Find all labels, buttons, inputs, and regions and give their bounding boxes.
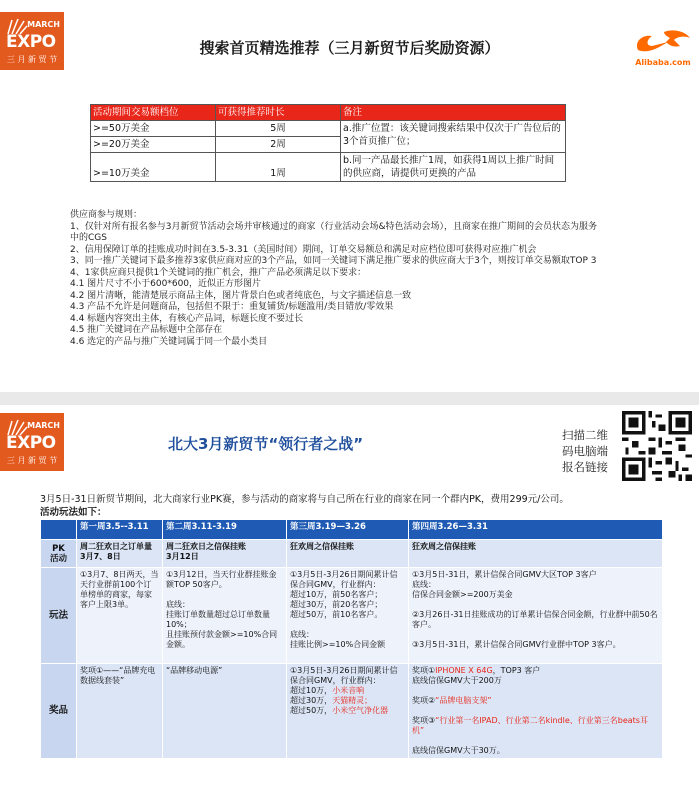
tier-cell: >=50万美金 (91, 121, 216, 137)
prize4-reward: “品牌电脑支架” (435, 696, 492, 705)
logo-expo-text: EXPO (6, 32, 56, 52)
prize3-intro: ①3月5日-3月26日期间累计信保合同GMV，行业群内： (290, 666, 398, 685)
rule-line: 3、同一推广关键词下最多推荐3家供应商对应的3个产品，如同一关键词下满足推广要求的供应商大于3个，则按订单交易额取TOP 3 (70, 256, 597, 266)
play-cell: ①3月5日-31日，累计信保合同GMV大区TOP 3客户 底线： 信保合同金额>=200万美金 ②3月26日-31日挂账成功的订单累计信保合同金额，行业群中前50名客户。 ③3月5日-31日，累计信保合同GMV行业群中TOP 3客户。 (409, 568, 663, 664)
supplier-rules (70, 210, 600, 348)
scan-line: 报名链接 (562, 460, 608, 474)
rule-line: 4.4 标题内容突出主体，有核心产品词，标题长度不要过长 (70, 313, 304, 324)
logo-subtitle: 三 月 新 贸 节 (6, 55, 58, 64)
pk-cell: 周二狂欢日之信保挂账 3月12日 (163, 540, 287, 568)
pk-cell: 狂欢周之信保挂账 (409, 540, 663, 568)
logo-subtitle: 三 月 新 贸 节 (6, 456, 58, 465)
header-notes: 备注 (341, 105, 566, 121)
header-week1: 第一周3.5--3.11 (77, 520, 163, 540)
qr-code-icon[interactable] (622, 411, 692, 481)
march-expo-logo (0, 413, 64, 471)
prize-cell: 奖项①——“品牌充电数据线套装” (77, 664, 163, 759)
scan-line: 码电脑端 (562, 444, 608, 458)
prize3-tier: 超过30万， (290, 696, 333, 705)
pk-schedule-table (40, 519, 663, 759)
rule-line: 4.5 推广关键词在产品标题中全部存在 (70, 325, 223, 335)
prize4-reward: “行业第一名IPAD、行业第二名kindle、行业第三名beats耳机” (412, 716, 648, 735)
prize3-line (290, 696, 405, 706)
table-row (91, 153, 566, 182)
prize4-label: 奖项① (412, 666, 436, 675)
rule-line: 1、仅针对所有报名参与3月新贸节活动会场并审核通过的商家（行业活动会场&特色活动会场），且商家在推广期间的会员状态为服务中的CGS (70, 221, 597, 243)
duration-cell: 2周 (216, 137, 341, 153)
intro-text: 3月5日-31日新贸节期间，北大商家行业PK赛，参与活动的商家将与自己所在行业的商家在同一个群内PK，费用299元/公司。 (40, 494, 569, 505)
play-cell: ①3月5日-3月26日期间累计信保合同GMV，行业群内： 超过10万，前50名客户； 超过30万，前20名客户； 超过50万，前10名客户。 底线： 挂账比例>=10%合同金额 (287, 568, 409, 664)
tier-cell: >=20万美金 (91, 137, 216, 153)
scan-qr-label (562, 427, 608, 475)
play-cell: ①3月7、8日两天，当天行业群前100个订单榜单的商家，每家客户上限3单。 (77, 568, 163, 664)
pk-cell: 周二狂欢日之订单量 3月7、8日 (77, 540, 163, 568)
header-tier: 活动期间交易额档位 (91, 105, 216, 121)
prize3-line (290, 686, 405, 696)
prize4-condition: ，TOP3 客户 (492, 666, 541, 675)
reward-table (90, 104, 566, 182)
rule-line: 4.2 图片清晰，能清楚展示商品主体，图片背景白色或者纯底色，与文字描述信息一致 (70, 290, 412, 301)
prize4-a-floor: 底线信保GMV大于200万 (412, 676, 502, 685)
duration-cell: 5周 (216, 121, 341, 137)
note-b: b.同一产品最长推广1周，如获得1周以上推广时间的供应商，请提供可更换的产品 (341, 153, 566, 182)
logo-march-text: MARCH (27, 421, 60, 430)
duration-cell: 1周 (216, 153, 341, 182)
prize4-b (412, 696, 659, 706)
prize4-label: 奖项③ (412, 716, 436, 725)
reward-table-header (91, 105, 566, 121)
table-row (41, 568, 663, 664)
slide-2-title: 北大3月新贸节“领行者之战” (168, 435, 364, 453)
prize-cell (287, 664, 409, 759)
header-week4: 第四周3.26—3.31 (409, 520, 663, 540)
prize-row-label: 奖品 (41, 664, 77, 759)
prize3-reward: 小米音响 (332, 686, 365, 695)
prize4-a (412, 666, 659, 676)
prize3-tier: 超过10万， (290, 686, 333, 695)
header-empty (41, 520, 77, 540)
slide-1-title: 搜索首页精选推荐（三月新贸节后奖励资源） (199, 39, 500, 57)
header-week2: 第二周3.11-3.19 (163, 520, 287, 540)
prize4-reward: IPHONE X 64G (435, 666, 493, 675)
pk-cell: 狂欢周之信保挂账 (287, 540, 409, 568)
pk-table-header (41, 520, 663, 540)
header-week3: 第三周3.19—3.26 (287, 520, 409, 540)
pk-row-label: PK 活动 (41, 540, 77, 568)
howto-heading: 活动玩法如下： (40, 507, 107, 518)
table-row (91, 121, 566, 137)
alibaba-smile-icon (628, 24, 698, 58)
slide-divider (0, 392, 699, 405)
alibaba-logo (628, 24, 698, 70)
alibaba-wordmark: Alibaba.com (635, 58, 691, 67)
prize4-d: 底线信保GMV大于30万。 (412, 746, 505, 755)
header-duration: 可获得推荐时长 (216, 105, 341, 121)
rule-line: 4.1 图片尺寸不小于600*600，近似正方形图片 (70, 279, 262, 289)
scan-line: 扫描二维 (562, 428, 608, 442)
table-row (41, 664, 663, 759)
prize-cell (409, 664, 663, 759)
slide-1 (0, 0, 699, 392)
prize4-label: 奖项② (412, 696, 436, 705)
note-a: a.推广位置：该关键词搜索结果中仅次于广告位后的3个首页推广位； (341, 121, 566, 153)
prize4-c (412, 716, 659, 736)
rule-line: 4.3 产品不允许是问题商品，包括但不限于：重复铺货/标题滥用/类目错放/零效果 (70, 302, 394, 312)
rule-line: 供应商参与规则： (70, 210, 143, 220)
prize3-reward: 小米空气净化器 (332, 706, 389, 715)
prize3-line (290, 706, 405, 716)
rule-line: 2、信用保障订单的挂账成功时间在3.5-3.31（美国时间）期间，订单交易额总和满足对应档位即可获得对应推广机会 (70, 244, 537, 255)
play-row-label: 玩法 (41, 568, 77, 664)
slide-2 (0, 405, 699, 800)
table-row (41, 540, 663, 568)
rule-line: 4.6 选定的产品与推广关键词属于同一个最小类目 (70, 336, 268, 347)
logo-expo-text: EXPO (6, 433, 56, 453)
prize3-tier: 超过50万， (290, 706, 333, 715)
tier-cell: >=10万美金 (91, 153, 216, 182)
rule-line: 4、1家供应商只提供1个关键词的推广机会，推广产品必须满足以下要求： (70, 267, 367, 278)
logo-march-text: MARCH (27, 20, 60, 29)
prize3-reward: 天猫精灵； (332, 696, 373, 705)
prize-cell: “品牌移动电源” (163, 664, 287, 759)
play-cell: ①3月12日，当天行业群挂账金额TOP 50客户。 底线： 挂账订单数量超过总订单数量10%； 且挂账预付款金额>=10%合同金额。 (163, 568, 287, 664)
